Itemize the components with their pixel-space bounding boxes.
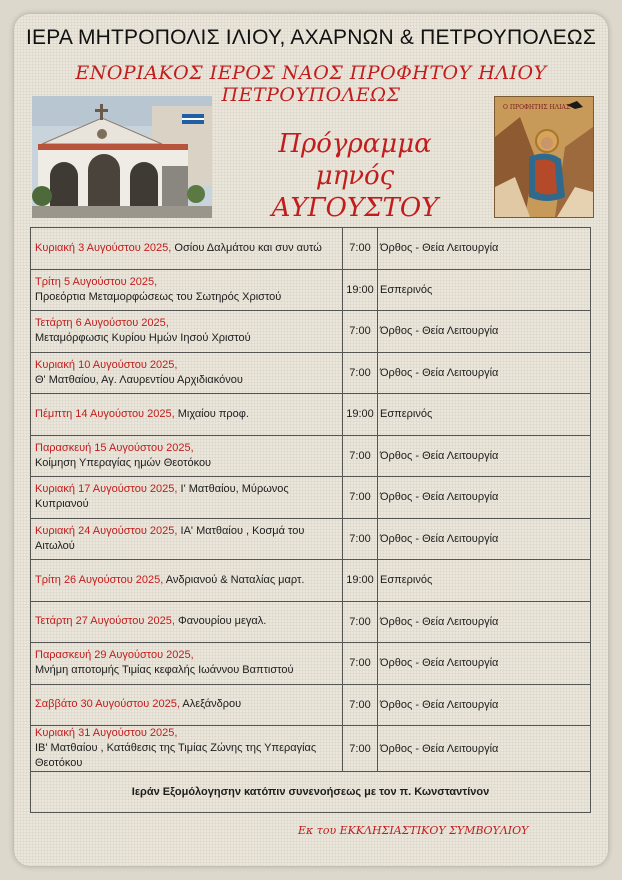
table-row: [31, 601, 591, 643]
event-cell: [31, 352, 343, 394]
table-row: [31, 477, 591, 519]
event-service: Όρθος - Θεία Λειτουργία: [378, 228, 591, 270]
signature: Εκ του ΕΚΚΛΗΣΙΑΣΤΙΚΟΥ ΣΥΜΒΟΥΛΙΟΥ: [298, 824, 529, 837]
confession-note: Ιεράν Εξομόλογησην κατόπιν συνενοήσεως με τον π. Κωνσταντίνον: [31, 772, 591, 813]
event-cell: [31, 394, 343, 436]
event-time: 7:00: [343, 518, 378, 560]
event-service: Όρθος - Θεία Λειτουργία: [378, 726, 591, 772]
event-service: Όρθος - Θεία Λειτουργία: [378, 352, 591, 394]
event-time: 19:00: [343, 269, 378, 311]
event-date: Τετάρτη 6 Αυγούστου 2025,: [35, 317, 169, 330]
event-cell: [31, 726, 343, 772]
event-date: Πέμπτη 14 Αυγούστου 2025,: [35, 407, 175, 420]
event-cell: [31, 477, 343, 519]
event-time: 19:00: [343, 560, 378, 602]
event-date: Τετάρτη 27 Αυγούστου 2025,: [35, 615, 175, 628]
event-time: 7:00: [343, 311, 378, 353]
event-time: 19:00: [343, 394, 378, 436]
event-cell: [31, 435, 343, 477]
title-line-1: Πρόγραμμα: [278, 129, 432, 159]
event-time: 7:00: [343, 726, 378, 772]
event-time: 7:00: [343, 684, 378, 726]
event-date: Κυριακή 24 Αυγούστου 2025,: [35, 524, 178, 537]
event-date: Τρίτη 26 Αυγούστου 2025,: [35, 573, 164, 586]
prophet-elijah-icon: [494, 96, 594, 218]
event-cell: [31, 518, 343, 560]
table-row: [31, 435, 591, 477]
table-row: [31, 269, 591, 311]
metropolis-heading: ΙΕΡΑ ΜΗΤΡΟΠΟΛΙΣ ΙΛΙΟΥ, ΑΧΑΡΝΩΝ & ΠΕΤΡΟΥΠΟΛΕΩΣ: [25, 26, 597, 49]
event-service: Όρθος - Θεία Λειτουργία: [378, 601, 591, 643]
table-row: [31, 311, 591, 353]
event-date: Παρασκευή 29 Αυγούστου 2025,: [35, 649, 194, 662]
title-line-2: μηνός ΑΥΓΟΥΣΤΟΥ: [271, 161, 439, 223]
event-feast: Προεόρτια Μεταμορφώσεως του Σωτηρός Χριστού: [35, 290, 282, 303]
schedule-table: [30, 227, 591, 813]
event-service: Όρθος - Θεία Λειτουργία: [378, 643, 591, 685]
event-time: 7:00: [343, 352, 378, 394]
event-feast: ΙΑ' Ματθαίου , Κοσμά του Αιτωλού: [35, 524, 305, 552]
event-service: Όρθος - Θεία Λειτουργία: [378, 435, 591, 477]
table-row: [31, 560, 591, 602]
event-cell: [31, 684, 343, 726]
table-row: [31, 228, 591, 270]
event-service: Όρθος - Θεία Λειτουργία: [378, 477, 591, 519]
event-service: Όρθος - Θεία Λειτουργία: [378, 684, 591, 726]
event-time: 7:00: [343, 435, 378, 477]
event-date: Κυριακή 31 Αυγούστου 2025,: [35, 727, 178, 739]
church-photo: [32, 96, 212, 218]
event-service: Εσπερινός: [378, 269, 591, 311]
event-cell: [31, 228, 343, 270]
event-cell: [31, 560, 343, 602]
event-time: 7:00: [343, 228, 378, 270]
event-cell: [31, 643, 343, 685]
event-feast: Αλεξάνδρου: [182, 698, 242, 711]
event-service: Εσπερινός: [378, 560, 591, 602]
table-row: [31, 726, 591, 772]
event-time: 7:00: [343, 477, 378, 519]
event-cell: [31, 269, 343, 311]
event-cell: [31, 601, 343, 643]
event-date: Τρίτη 5 Αυγούστου 2025,: [35, 275, 158, 288]
event-time: 7:00: [343, 601, 378, 643]
event-feast: Μιχαίου προφ.: [177, 407, 249, 420]
icon-caption: Ο ΠΡΟΦΗΤΗΣ ΗΛΙΑΣ: [503, 104, 571, 111]
table-row: [31, 643, 591, 685]
event-date: Κυριακή 17 Αυγούστου 2025,: [35, 483, 178, 496]
event-feast: Φανουρίου μεγαλ.: [178, 615, 267, 628]
event-date: Παρασκευή 15 Αυγούστου 2025,: [35, 441, 194, 454]
event-service: Όρθος - Θεία Λειτουργία: [378, 518, 591, 560]
event-date: Κυριακή 3 Αυγούστου 2025,: [35, 241, 172, 254]
event-date: Σαββάτο 30 Αυγούστου 2025,: [35, 698, 180, 711]
table-row: [31, 684, 591, 726]
table-row: [31, 394, 591, 436]
event-feast: Ι' Ματθαίου, Μύρωνος Κυπριανού: [35, 483, 289, 511]
event-service: Όρθος - Θεία Λειτουργία: [378, 311, 591, 353]
page-title: [230, 128, 480, 224]
event-feast: ΙΒ' Ματθαίου , Κατάθεσις της Τιμίας Ζώνης της Υπεραγίας Θεοτόκου: [35, 742, 317, 769]
event-feast: Ανδριανού & Ναταλίας μαρτ.: [165, 573, 305, 586]
parish-heading: ΕΝΟΡΙΑΚΟΣ ΙΕΡΟΣ ΝΑΟΣ ΠΡΟΦΗΤΟΥ ΗΛΙΟΥ ΠΕΤΡΟΥΠΟΛΕΩΣ: [75, 62, 547, 106]
event-feast: Κοίμηση Υπεραγίας ημών Θεοτόκου: [35, 456, 212, 469]
event-feast: Μνήμη αποτομής Τιμίας κεφαλής Ιωάννου Βαπτιστού: [35, 664, 294, 677]
event-cell: [31, 311, 343, 353]
event-service: Εσπερινός: [378, 394, 591, 436]
event-feast: Οσίου Δαλμάτου και συν αυτώ: [174, 241, 322, 254]
event-time: 7:00: [343, 643, 378, 685]
table-row: [31, 352, 591, 394]
table-row: [31, 518, 591, 560]
event-date: Κυριακή 10 Αυγούστου 2025,: [35, 358, 178, 371]
event-feast: Θ' Ματθαίου, Αγ. Λαυρεντίου Αρχιδιακόνου: [35, 373, 243, 386]
event-feast: Μεταμόρφωσις Κυρίου Ημών Ιησού Χριστού: [35, 332, 251, 345]
